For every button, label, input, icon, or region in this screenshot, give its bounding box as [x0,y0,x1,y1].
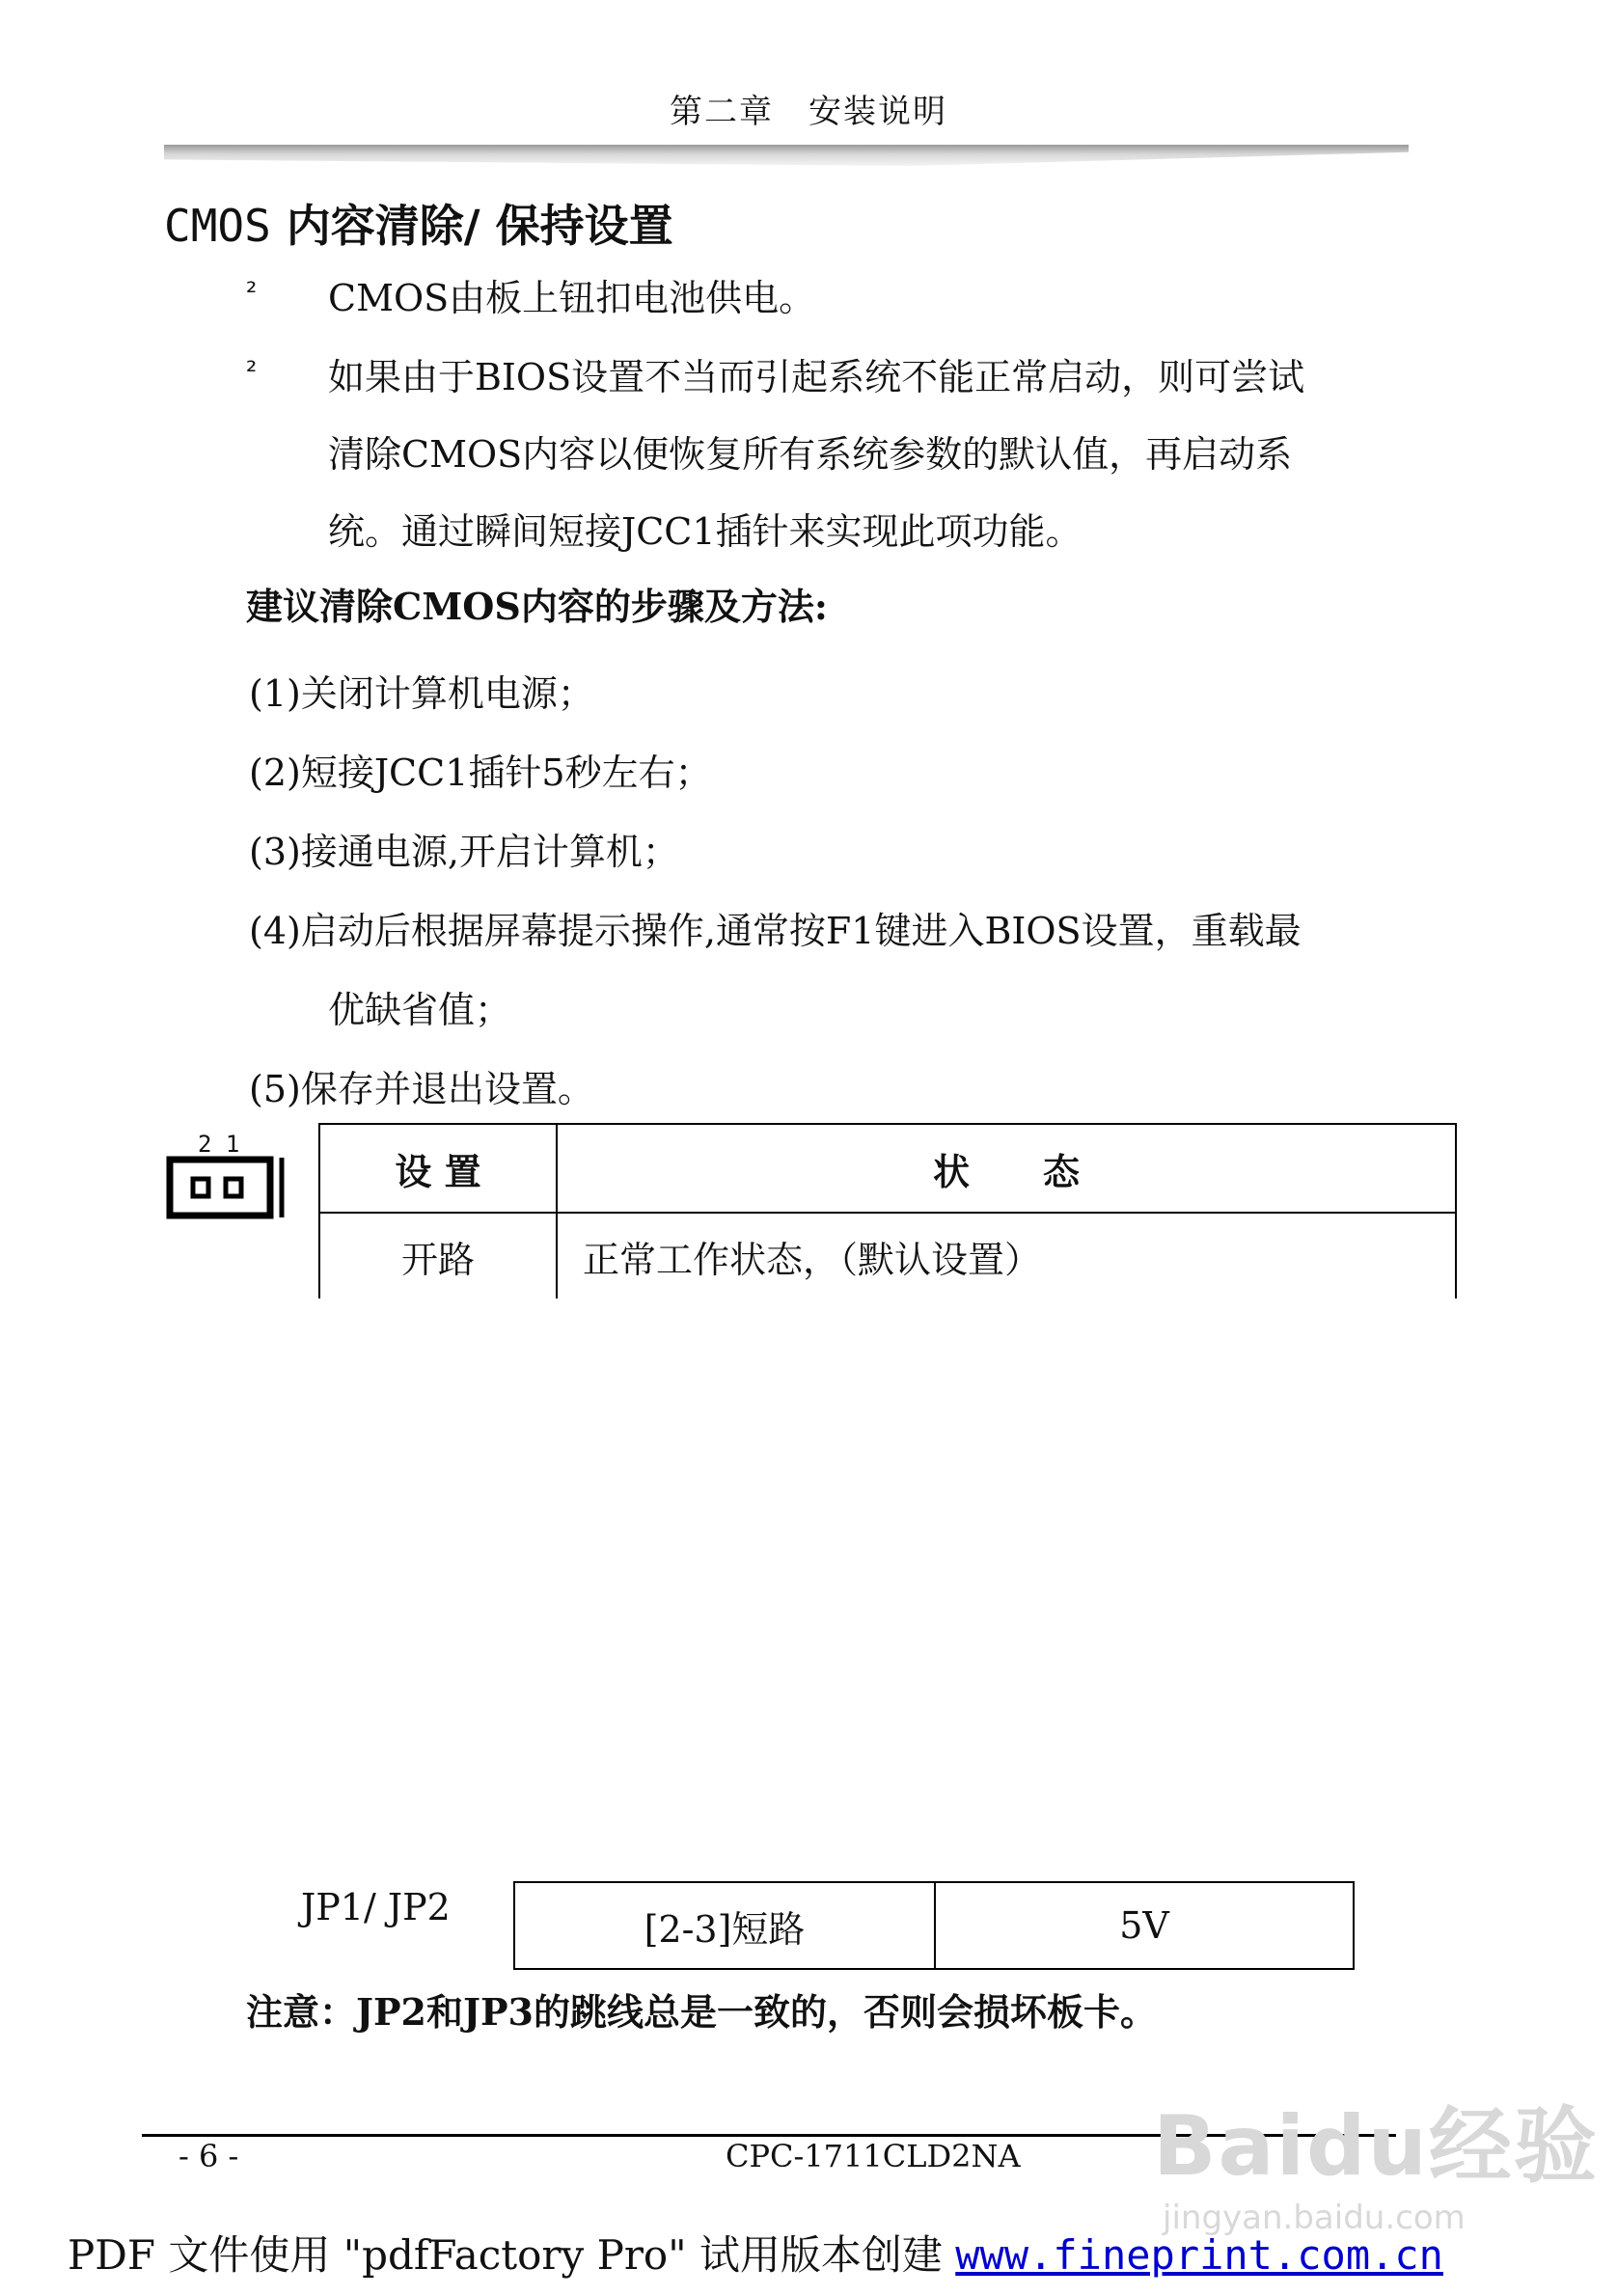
footer-model: CPC-1711CLD2NA [726,2138,1021,2174]
watermark-main: Baidu经验 [1153,2098,1599,2195]
step-item: (1)关闭计算机电源； [249,672,594,715]
header-setting: 设 置 [319,1124,557,1213]
header-status: 状 态 [557,1124,1456,1213]
bullet-text: 如果由于BIOS设置不当而引起系统不能正常启动，则可尝试 [328,356,1305,398]
bullet-text: CMOS由板上钮扣电池供电。 [328,277,816,319]
pdf-creator-notice [68,2224,1443,2282]
jumper-connector-icon [166,1156,291,1223]
jp-label: JP1/ JP2 [301,1886,451,1928]
page-number: - 6 - [178,2138,239,2174]
cmos-settings-table [318,1123,1457,1298]
fineprint-link[interactable]: www.fineprint.com.cn [955,2231,1443,2279]
watermark-sub: jingyan.baidu.com [1163,2199,1466,2237]
header-rule [164,145,1409,166]
section-title-rest: 内容清除/ 保持设置 [286,200,673,252]
warning-note: 注意：JP2和JP3的跳线总是一致的，否则会损坏板卡。 [246,1990,1157,2034]
step-item: (4)启动后根据屏幕提示操作,通常按F1键进入BIOS设置，重载最 [249,910,1302,952]
cell-voltage: 5V [935,1882,1354,1969]
bullet-marker: ² [246,276,258,308]
section-title-latin: CMOS [164,200,271,252]
section-title [164,191,673,255]
steps-title: 建议清除CMOS内容的步骤及方法: [246,585,828,628]
step-item: (5)保存并退出设置。 [249,1068,594,1110]
pdf-notice-text: PDF 文件使用 "pdfFactory Pro" 试用版本创建 [68,2231,943,2279]
page-header-title: 第二章 安装说明 [670,93,947,131]
table-header-row [319,1124,1456,1213]
jumper-table [513,1881,1355,1970]
baidu-watermark [1153,2079,1599,2237]
bullet-text-continuation: 统。通过瞬间短接JCC1插针来实现此项功能。 [328,510,1083,553]
step-item: (2)短接JCC1插针5秒左右； [249,752,712,794]
cell-jumper-setting: [2-3]短路 [514,1882,935,1969]
step-item-continuation: 优缺省值； [328,989,512,1031]
cell-setting: 开路 [319,1213,557,1298]
connector-pin-labels: 2 1 [198,1131,240,1158]
step-item: (3)接通电源,开启计算机； [249,831,679,873]
bullet-text-continuation: 清除CMOS内容以便恢复所有系统参数的默认值，再启动系 [328,433,1293,476]
table-row [514,1882,1354,1969]
table-row [319,1213,1456,1298]
cell-status: 正常工作状态，（默认设置） [557,1213,1456,1298]
bullet-marker: ² [246,355,258,387]
